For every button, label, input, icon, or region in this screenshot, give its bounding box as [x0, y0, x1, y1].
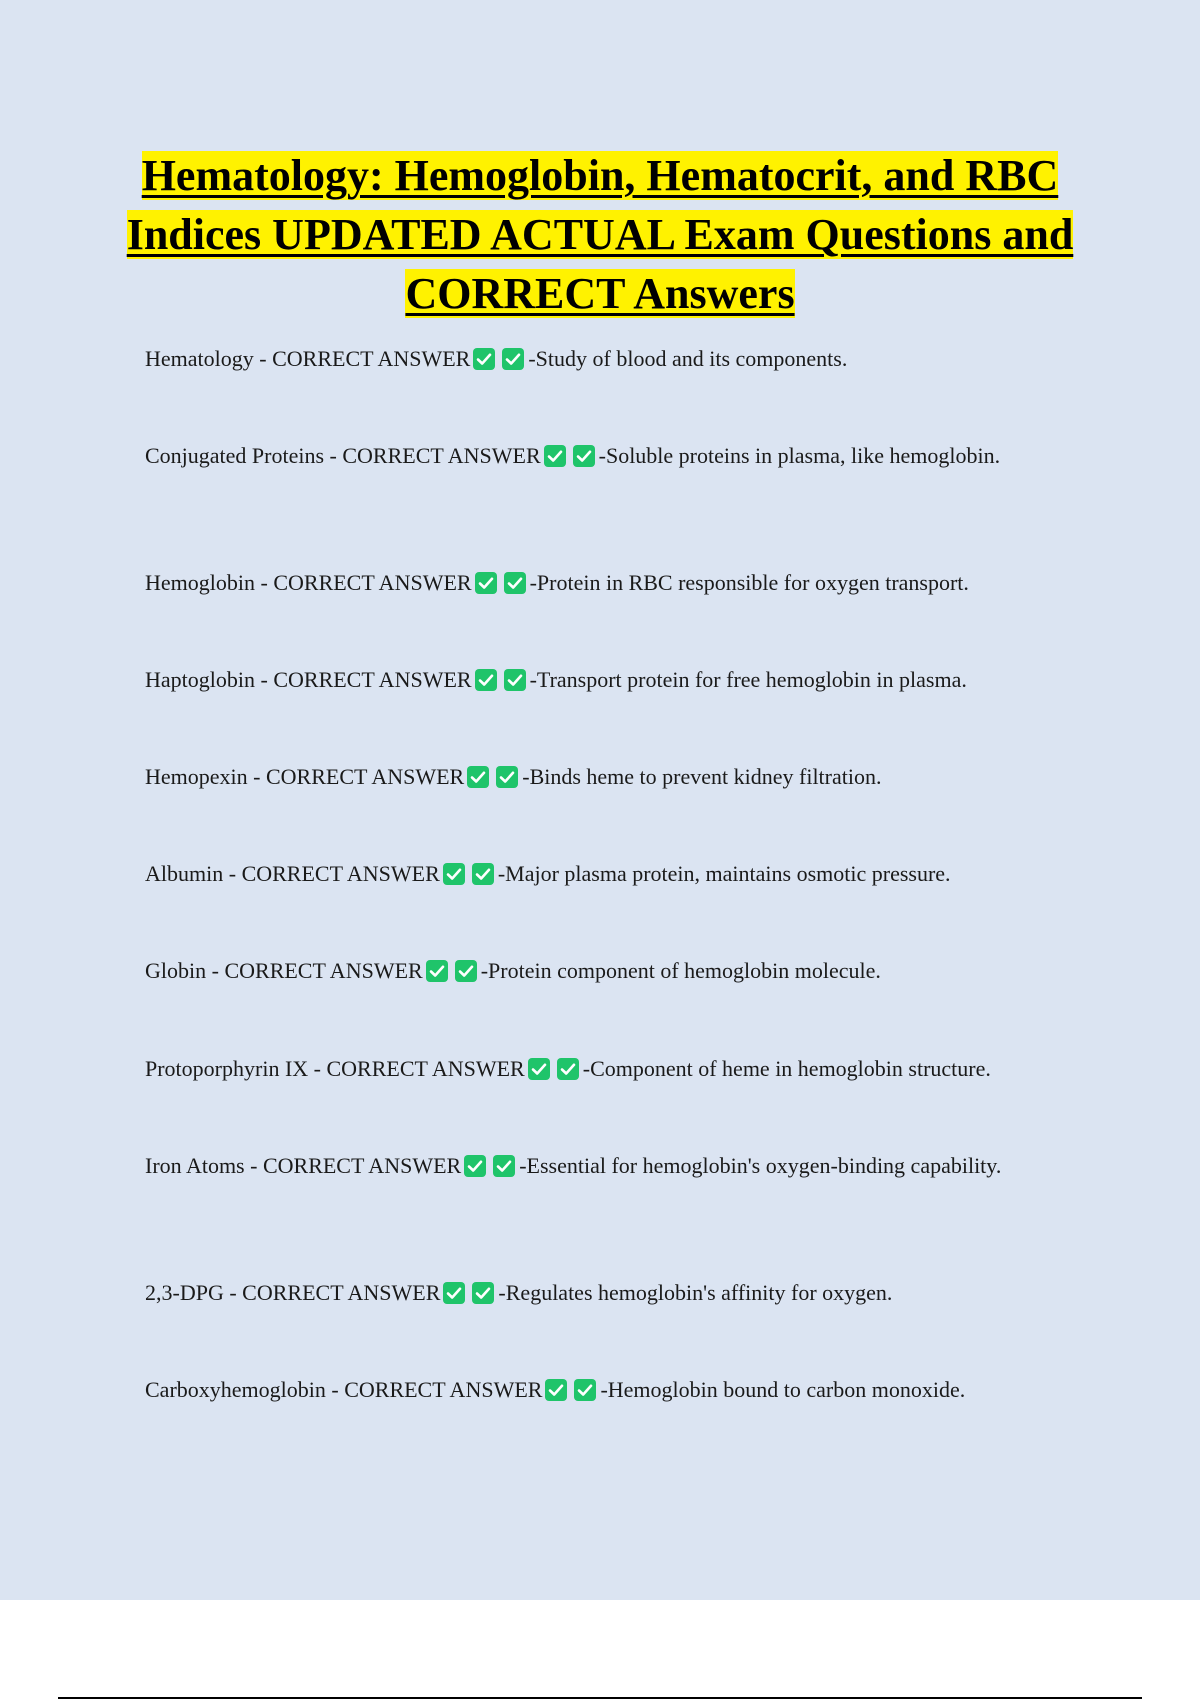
entry-answer-prefix: - — [498, 1280, 506, 1305]
entry-separator: - — [325, 1377, 345, 1402]
qa-entry — [145, 1277, 1080, 1308]
entry-term: Carboxyhemoglobin — [145, 1377, 326, 1402]
entry-separator: - — [253, 346, 273, 371]
entry-separator: - — [206, 958, 225, 983]
entry-answer-tag: CORRECT ANSWER — [272, 346, 471, 371]
entry-term: Hemopexin — [145, 764, 248, 789]
qa-entry — [145, 955, 1080, 986]
entry-answer-prefix: - — [600, 1377, 608, 1402]
qa-entry — [145, 858, 1080, 889]
entry-answer-prefix: - — [598, 443, 606, 468]
qa-entry — [145, 761, 1080, 792]
entry-separator: - — [244, 1153, 263, 1178]
check-mark-icon — [545, 1379, 567, 1401]
entry-answer: Binds heme to prevent kidney filtration. — [529, 764, 882, 789]
entry-answer-tag: CORRECT ANSWER — [273, 570, 472, 595]
entry-term: Conjugated Proteins — [145, 443, 325, 468]
entry-separator: - — [255, 570, 274, 595]
qa-entry — [145, 1374, 1080, 1405]
check-mark-icon — [475, 572, 497, 594]
entry-answer: Major plasma protein, maintains osmotic pressure. — [505, 861, 951, 886]
check-mark-icon — [426, 960, 448, 982]
check-mark-icon — [504, 669, 526, 691]
check-mark-icon — [443, 1282, 465, 1304]
check-mark-icon — [557, 1058, 579, 1080]
entry-answer: Hemoglobin bound to carbon monoxide. — [607, 1377, 966, 1402]
qa-entry — [145, 440, 1080, 471]
entry-answer-prefix: - — [529, 667, 537, 692]
entry-answer: Soluble proteins in plasma, like hemoglobin. — [605, 443, 1001, 468]
qa-entry — [145, 664, 1080, 695]
entry-answer: Transport protein for free hemoglobin in plasma. — [536, 667, 967, 692]
entry-answer-tag: CORRECT ANSWER — [262, 1153, 462, 1178]
entry-answer: Study of blood and its components. — [535, 346, 848, 371]
entry-answer-prefix: - — [582, 1056, 591, 1081]
check-mark-icon — [573, 445, 595, 467]
entry-answer-tag: CORRECT ANSWER — [242, 1280, 441, 1305]
entry-answer-tag: CORRECT ANSWER — [241, 861, 440, 886]
qa-entry — [145, 343, 1080, 374]
check-mark-icon — [502, 348, 524, 370]
entry-separator: - — [247, 764, 266, 789]
entry-answer-tag: CORRECT ANSWER — [265, 764, 465, 789]
check-mark-icon — [472, 1282, 494, 1304]
entry-term: Albumin — [145, 861, 224, 886]
check-mark-icon — [493, 1155, 515, 1177]
document-title-text: Hematology: Hemoglobin, Hematocrit, and RBC Indices UPDATED ACTUAL Exam Questions and CORRECT Answers — [126, 151, 1074, 318]
entry-answer-prefix: - — [528, 346, 536, 371]
entry-term: Globin — [145, 958, 207, 983]
check-mark-icon — [528, 1058, 550, 1080]
check-mark-icon — [473, 348, 495, 370]
entry-answer: Component of heme in hemoglobin structure. — [590, 1056, 991, 1081]
qa-entry — [145, 1053, 1080, 1084]
entry-answer: Protein component of hemoglobin molecule. — [488, 958, 881, 983]
check-mark-icon — [574, 1379, 596, 1401]
entry-term: Protoporphyrin IX — [145, 1056, 309, 1081]
entry-term: Hematology — [145, 346, 254, 371]
entry-answer: Essential for hemoglobin's oxygen-binding capability. — [526, 1153, 1002, 1178]
entry-answer-tag: CORRECT ANSWER — [326, 1056, 525, 1081]
entry-answer-prefix: - — [529, 570, 537, 595]
entry-term: Haptoglobin — [145, 667, 255, 692]
entry-separator: - — [324, 443, 343, 468]
entry-term: Iron Atoms — [145, 1153, 245, 1178]
entry-separator: - — [223, 1280, 243, 1305]
check-mark-icon — [472, 863, 494, 885]
entry-answer-tag: CORRECT ANSWER — [273, 667, 472, 692]
entry-answer-tag: CORRECT ANSWER — [224, 958, 423, 983]
entry-separator: - — [223, 861, 242, 886]
check-mark-icon — [443, 863, 465, 885]
entry-term: 2,3-DPG — [145, 1280, 224, 1305]
entry-separator: - — [255, 667, 274, 692]
check-mark-icon — [496, 766, 518, 788]
entry-term: Hemoglobin — [145, 570, 255, 595]
check-mark-icon — [467, 766, 489, 788]
footer-divider — [58, 1697, 1142, 1699]
entry-answer: Regulates hemoglobin's affinity for oxygen. — [505, 1280, 893, 1305]
qa-entry — [145, 567, 1080, 598]
check-mark-icon — [464, 1155, 486, 1177]
entry-answer-tag: CORRECT ANSWER — [342, 443, 541, 468]
check-mark-icon — [504, 572, 526, 594]
qa-entry — [145, 1150, 1080, 1181]
entry-answer-prefix: - — [497, 861, 506, 886]
check-mark-icon — [475, 669, 497, 691]
entry-answer-prefix: - — [519, 1153, 527, 1178]
check-mark-icon — [544, 445, 566, 467]
entry-answer-prefix: - — [522, 764, 530, 789]
entry-separator: - — [308, 1056, 327, 1081]
check-mark-icon — [455, 960, 477, 982]
entry-answer: Protein in RBC responsible for oxygen transport. — [536, 570, 969, 595]
entry-answer-tag: CORRECT ANSWER — [344, 1377, 543, 1402]
entry-answer-prefix: - — [480, 958, 489, 983]
